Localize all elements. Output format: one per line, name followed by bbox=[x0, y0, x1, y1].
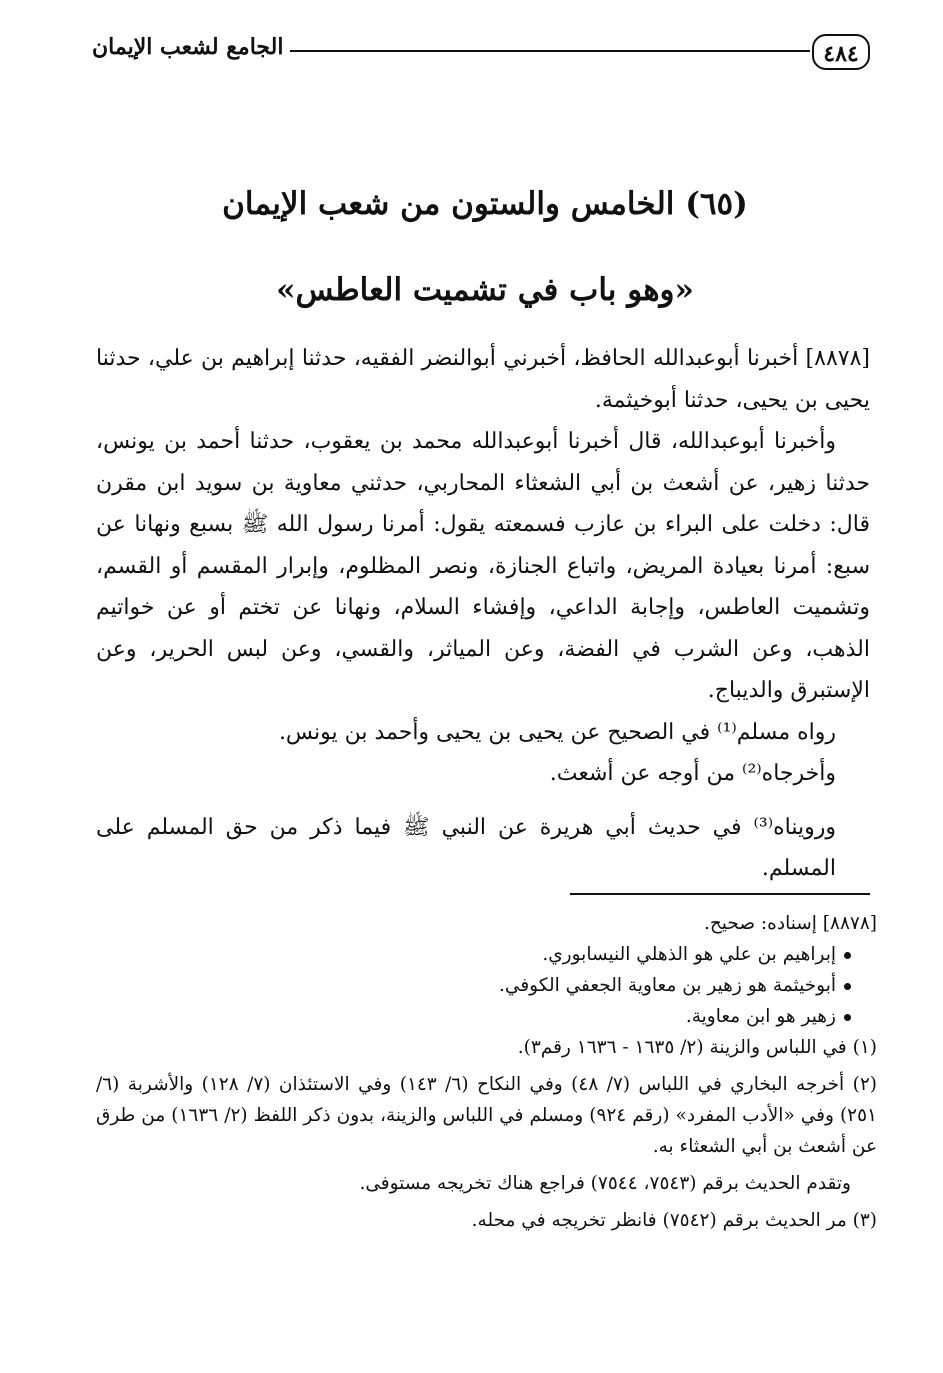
takhrij-line-both: وأخرجاه⁽²⁾ من أوجه عن أشعث. bbox=[549, 761, 836, 786]
footnote-2: (٢) أخرجه البخاري في اللباس (٧/ ٤٨) وفي النكاح (٦/ ١٤٣) وفي الاستئذان (٧/ ١٢٨) والأشربة (٦/ ٢٥١) وفي «الأدب المفرد» (رقم ٩٢٤) ومسلم في اللباس والزينة، بدون ذكر اللفظ (٢/ ١٦٣٦) من طرق عن أشعث بن أبي الشعثاء به. bbox=[96, 1074, 877, 1157]
narrator-note: أبوخيثمة هو زهير بن معاوية الجعفي الكوفي. bbox=[499, 975, 836, 996]
main-text bbox=[96, 338, 870, 890]
footnote-1: (١) في اللباس والزينة (٢/ ١٦٣٥ - ١٦٣٦ رقم٣). bbox=[517, 1037, 877, 1058]
running-header bbox=[92, 28, 870, 78]
narrator-note: إبراهيم بن علي هو الذهلي النيسابوري. bbox=[542, 944, 836, 965]
page-number: ٤٨٤ bbox=[812, 34, 870, 70]
chapter-subtitle: «وهو باب في تشميت العاطس» bbox=[276, 272, 694, 308]
bullet-icon bbox=[844, 983, 851, 990]
takhrij-line-abu-hurayra: ورويناه⁽³⁾ في حديث أبي هريرة عن النبي ﷺ فيما ذكر من حق المسلم على المسلم. bbox=[96, 814, 836, 881]
hadith-matn-paragraph: وأخبرنا أبوعبدالله، قال أخبرنا أبوعبدالله محمد بن يعقوب، حدثنا أحمد بن يونس، حدثنا زهير، عن أشعث بن أبي الشعثاء المحاربي، حدثني معاوية بن سويد ابن مقرن قال: دخلت على البراء بن عازب فسمعته يقول: أمرنا رسول الله ﷺ بسبع ونهانا عن سبع: أمرنا بعيادة المريض، واتباع الجنازة، ونصر المظلوم، وإبرار المقسم أو القسم، وتشميت العاطس، وإجابة الداعي، وإفشاء السلام، ونهانا عن تختم أو عن خواتيم الذهب، وعن الشرب في الفضة، وعن المياثر، والقسي، وعن لبس الحرير، وعن الإستبرق والديباج. bbox=[96, 429, 870, 703]
chapter-title: (٦٥) الخامس والستون من شعب الإيمان bbox=[222, 186, 748, 222]
takhrij-line-muslim: رواه مسلم⁽¹⁾ في الصحيح عن يحيى بن يحيى وأحمد بن يونس. bbox=[278, 719, 836, 745]
bullet-icon bbox=[844, 1014, 851, 1021]
bullet-icon bbox=[844, 952, 851, 959]
footnote-separator bbox=[570, 893, 870, 895]
footnote-isnad-grade: [٨٨٧٨] إسناده: صحيح. bbox=[703, 913, 877, 934]
footnotes bbox=[96, 908, 877, 1236]
hadith-isnad-paragraph: [٨٨٧٨] أخبرنا أبوعبدالله الحافظ، أخبرني أبوالنضر الفقيه، حدثنا إبراهيم بن علي، حدثنا يحيى بن يحيى، حدثنا أبوخيثمة. bbox=[96, 346, 870, 413]
narrator-notes-list bbox=[96, 939, 877, 1032]
list-item bbox=[96, 970, 851, 1001]
footnote-2-continuation: وتقدم الحديث برقم (٧٥٤٣، ٧٥٤٤) فراجع هناك تخريجه مستوفى. bbox=[359, 1173, 851, 1194]
list-item bbox=[96, 939, 851, 970]
narrator-note: زهير هو ابن معاوية. bbox=[685, 1006, 836, 1027]
header-rule bbox=[290, 50, 810, 52]
footnote-3: (٣) مر الحديث برقم (٧٥٤٢) فانظر تخريجه في محله. bbox=[471, 1210, 877, 1231]
book-title: الجامع لشعب الإيمان bbox=[92, 34, 284, 60]
list-item bbox=[96, 1001, 851, 1032]
